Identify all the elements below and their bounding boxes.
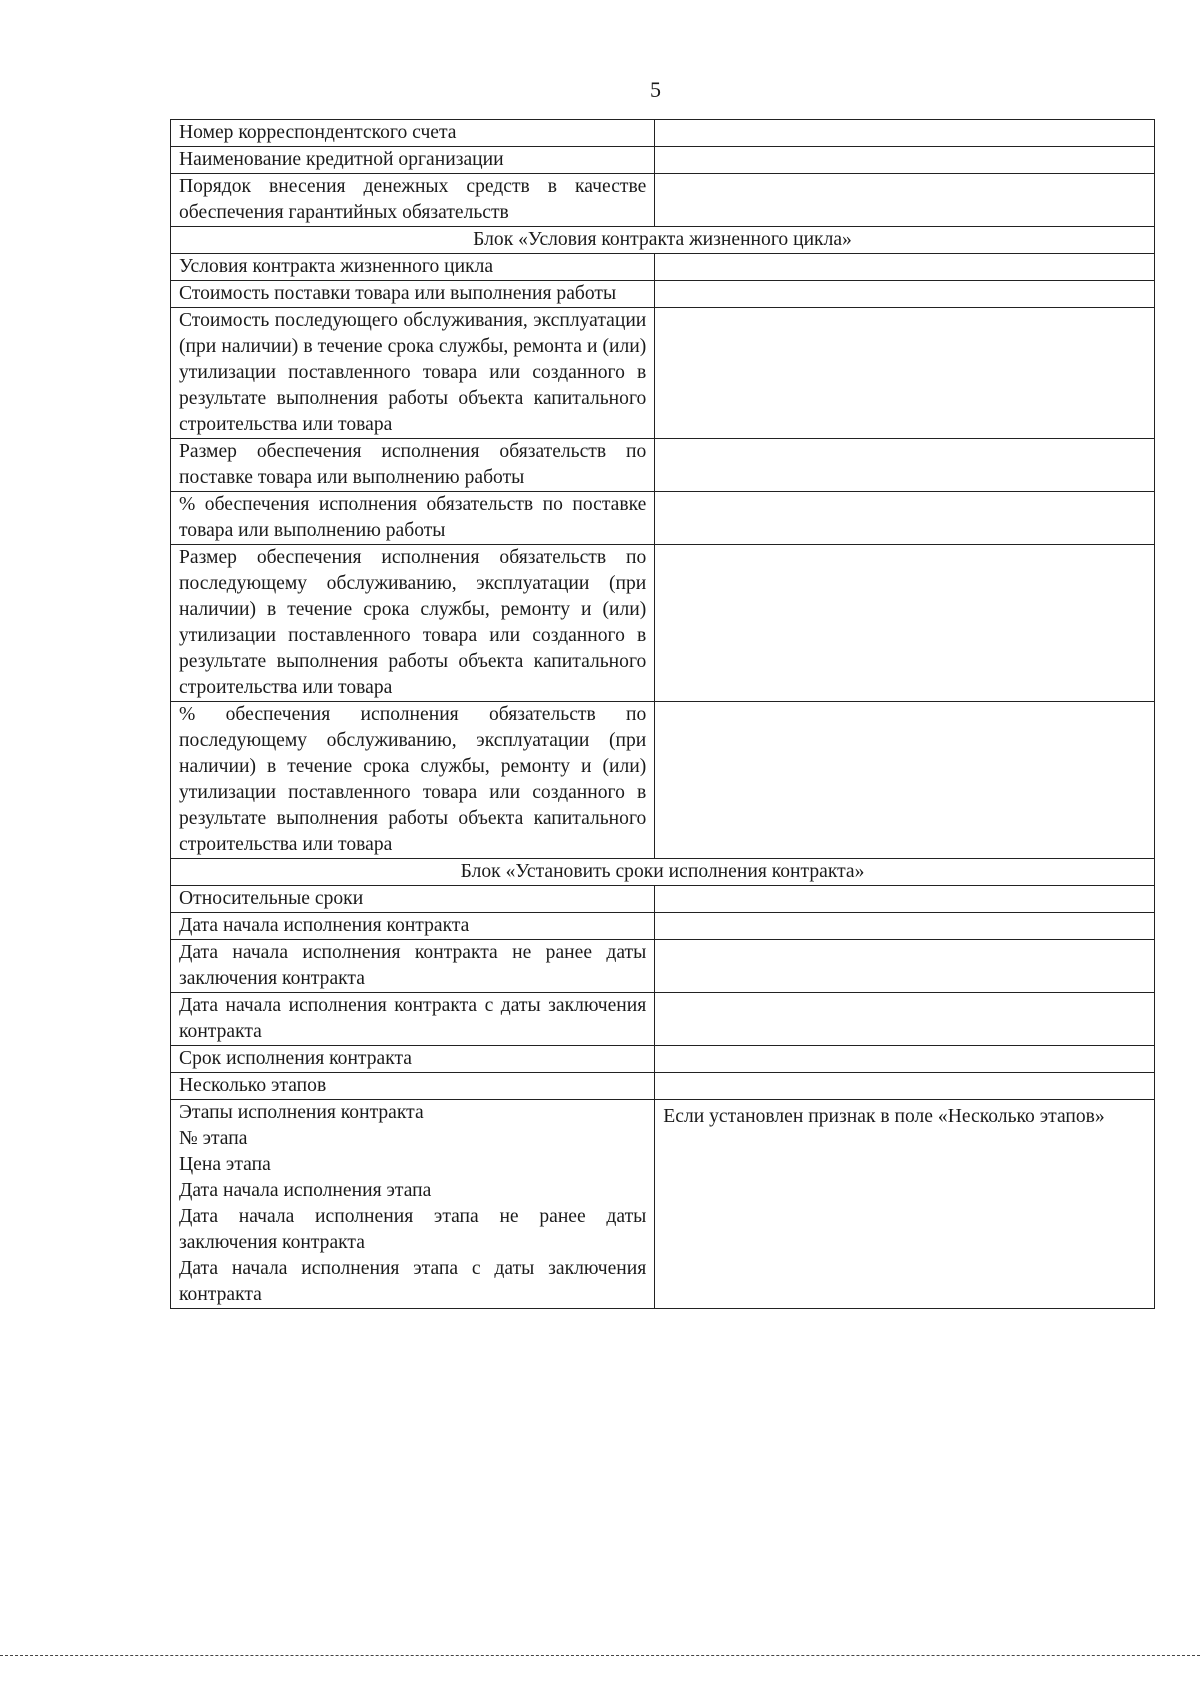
stages-row [171, 1100, 1155, 1309]
stages-field-list [171, 1100, 655, 1309]
field-value [655, 1073, 1155, 1100]
stage-field-label: Цена этапа [179, 1154, 271, 1175]
field-label: Условия контракта жизненного цикла [171, 254, 655, 281]
scan-edge-line [0, 1655, 1200, 1656]
field-value [655, 702, 1155, 859]
field-label: Порядок внесения денежных средств в качестве обеспечения гарантийных обязательств [171, 174, 655, 227]
field-label: Размер обеспечения исполнения обязательств по поставке товара или выполнению работы [171, 439, 655, 492]
field-label: Относительные сроки [171, 886, 655, 913]
field-row [171, 281, 1155, 308]
field-row [171, 940, 1155, 993]
field-row [171, 174, 1155, 227]
field-row [171, 545, 1155, 702]
field-value [655, 492, 1155, 545]
field-row [171, 1046, 1155, 1073]
block-header-row [171, 227, 1155, 254]
form-fields-table [170, 119, 1155, 1309]
field-row [171, 993, 1155, 1046]
stage-field-label: Дата начала исполнения этапа [179, 1180, 432, 1201]
field-label: Дата начала исполнения контракта не ранее даты заключения контракта [171, 940, 655, 993]
page-number: 5 [650, 77, 661, 102]
field-value [655, 254, 1155, 281]
field-value [655, 308, 1155, 439]
field-row [171, 120, 1155, 147]
field-label: Размер обеспечения исполнения обязательств по последующему обслуживанию, эксплуатации (при наличии) в течение срока службы, ремонту и (или) утилизации поставленного товара или созданного в результате выполнения работы объекта капитального строительства или товара [171, 545, 655, 702]
field-label: Номер корреспондентского счета [171, 120, 655, 147]
field-row [171, 254, 1155, 281]
field-label: Несколько этапов [171, 1073, 655, 1100]
field-row [171, 492, 1155, 545]
field-value [655, 174, 1155, 227]
field-label: % обеспечения исполнения обязательств по поставке товара или выполнению работы [171, 492, 655, 545]
field-row [171, 886, 1155, 913]
field-value [655, 439, 1155, 492]
field-value [655, 886, 1155, 913]
field-label: Дата начала исполнения контракта с даты заключения контракта [171, 993, 655, 1046]
stage-field-label: Дата начала исполнения этапа с даты заключения контракта [179, 1258, 647, 1305]
block-title: Блок «Условия контракта жизненного цикла» [171, 227, 1155, 254]
field-label: Наименование кредитной организации [171, 147, 655, 174]
field-value [655, 545, 1155, 702]
field-label: Дата начала исполнения контракта [171, 913, 655, 940]
field-row [171, 308, 1155, 439]
field-row [171, 913, 1155, 940]
block-title: Блок «Установить сроки исполнения контракта» [171, 859, 1155, 886]
field-value [655, 147, 1155, 174]
field-value [655, 281, 1155, 308]
stage-field-label: Дата начала исполнения этапа не ранее даты заключения контракта [179, 1206, 647, 1253]
stage-field-label: Этапы исполнения контракта [179, 1102, 424, 1123]
field-row [171, 439, 1155, 492]
field-row [171, 147, 1155, 174]
field-value [655, 120, 1155, 147]
field-label: % обеспечения исполнения обязательств по последующему обслуживанию, эксплуатации (при наличии) в течение срока службы, ремонту и (или) утилизации поставленного товара или созданного в результате выполнения работы объекта капитального строительства или товара [171, 702, 655, 859]
field-value [655, 993, 1155, 1046]
stages-note: Если установлен признак в поле «Несколько этапов» [655, 1100, 1155, 1309]
form-table-body [171, 120, 1155, 1309]
field-value [655, 913, 1155, 940]
field-row [171, 1073, 1155, 1100]
field-value [655, 1046, 1155, 1073]
field-row [171, 702, 1155, 859]
field-value [655, 940, 1155, 993]
field-label: Срок исполнения контракта [171, 1046, 655, 1073]
stage-field-label: № этапа [179, 1128, 248, 1149]
field-label: Стоимость последующего обслуживания, эксплуатации (при наличии) в течение срока службы, ремонта и (или) утилизации поставленного товара или созданного в результате выполнения работы объекта капитального строительства или товара [171, 308, 655, 439]
field-label: Стоимость поставки товара или выполнения работы [171, 281, 655, 308]
block-header-row [171, 859, 1155, 886]
